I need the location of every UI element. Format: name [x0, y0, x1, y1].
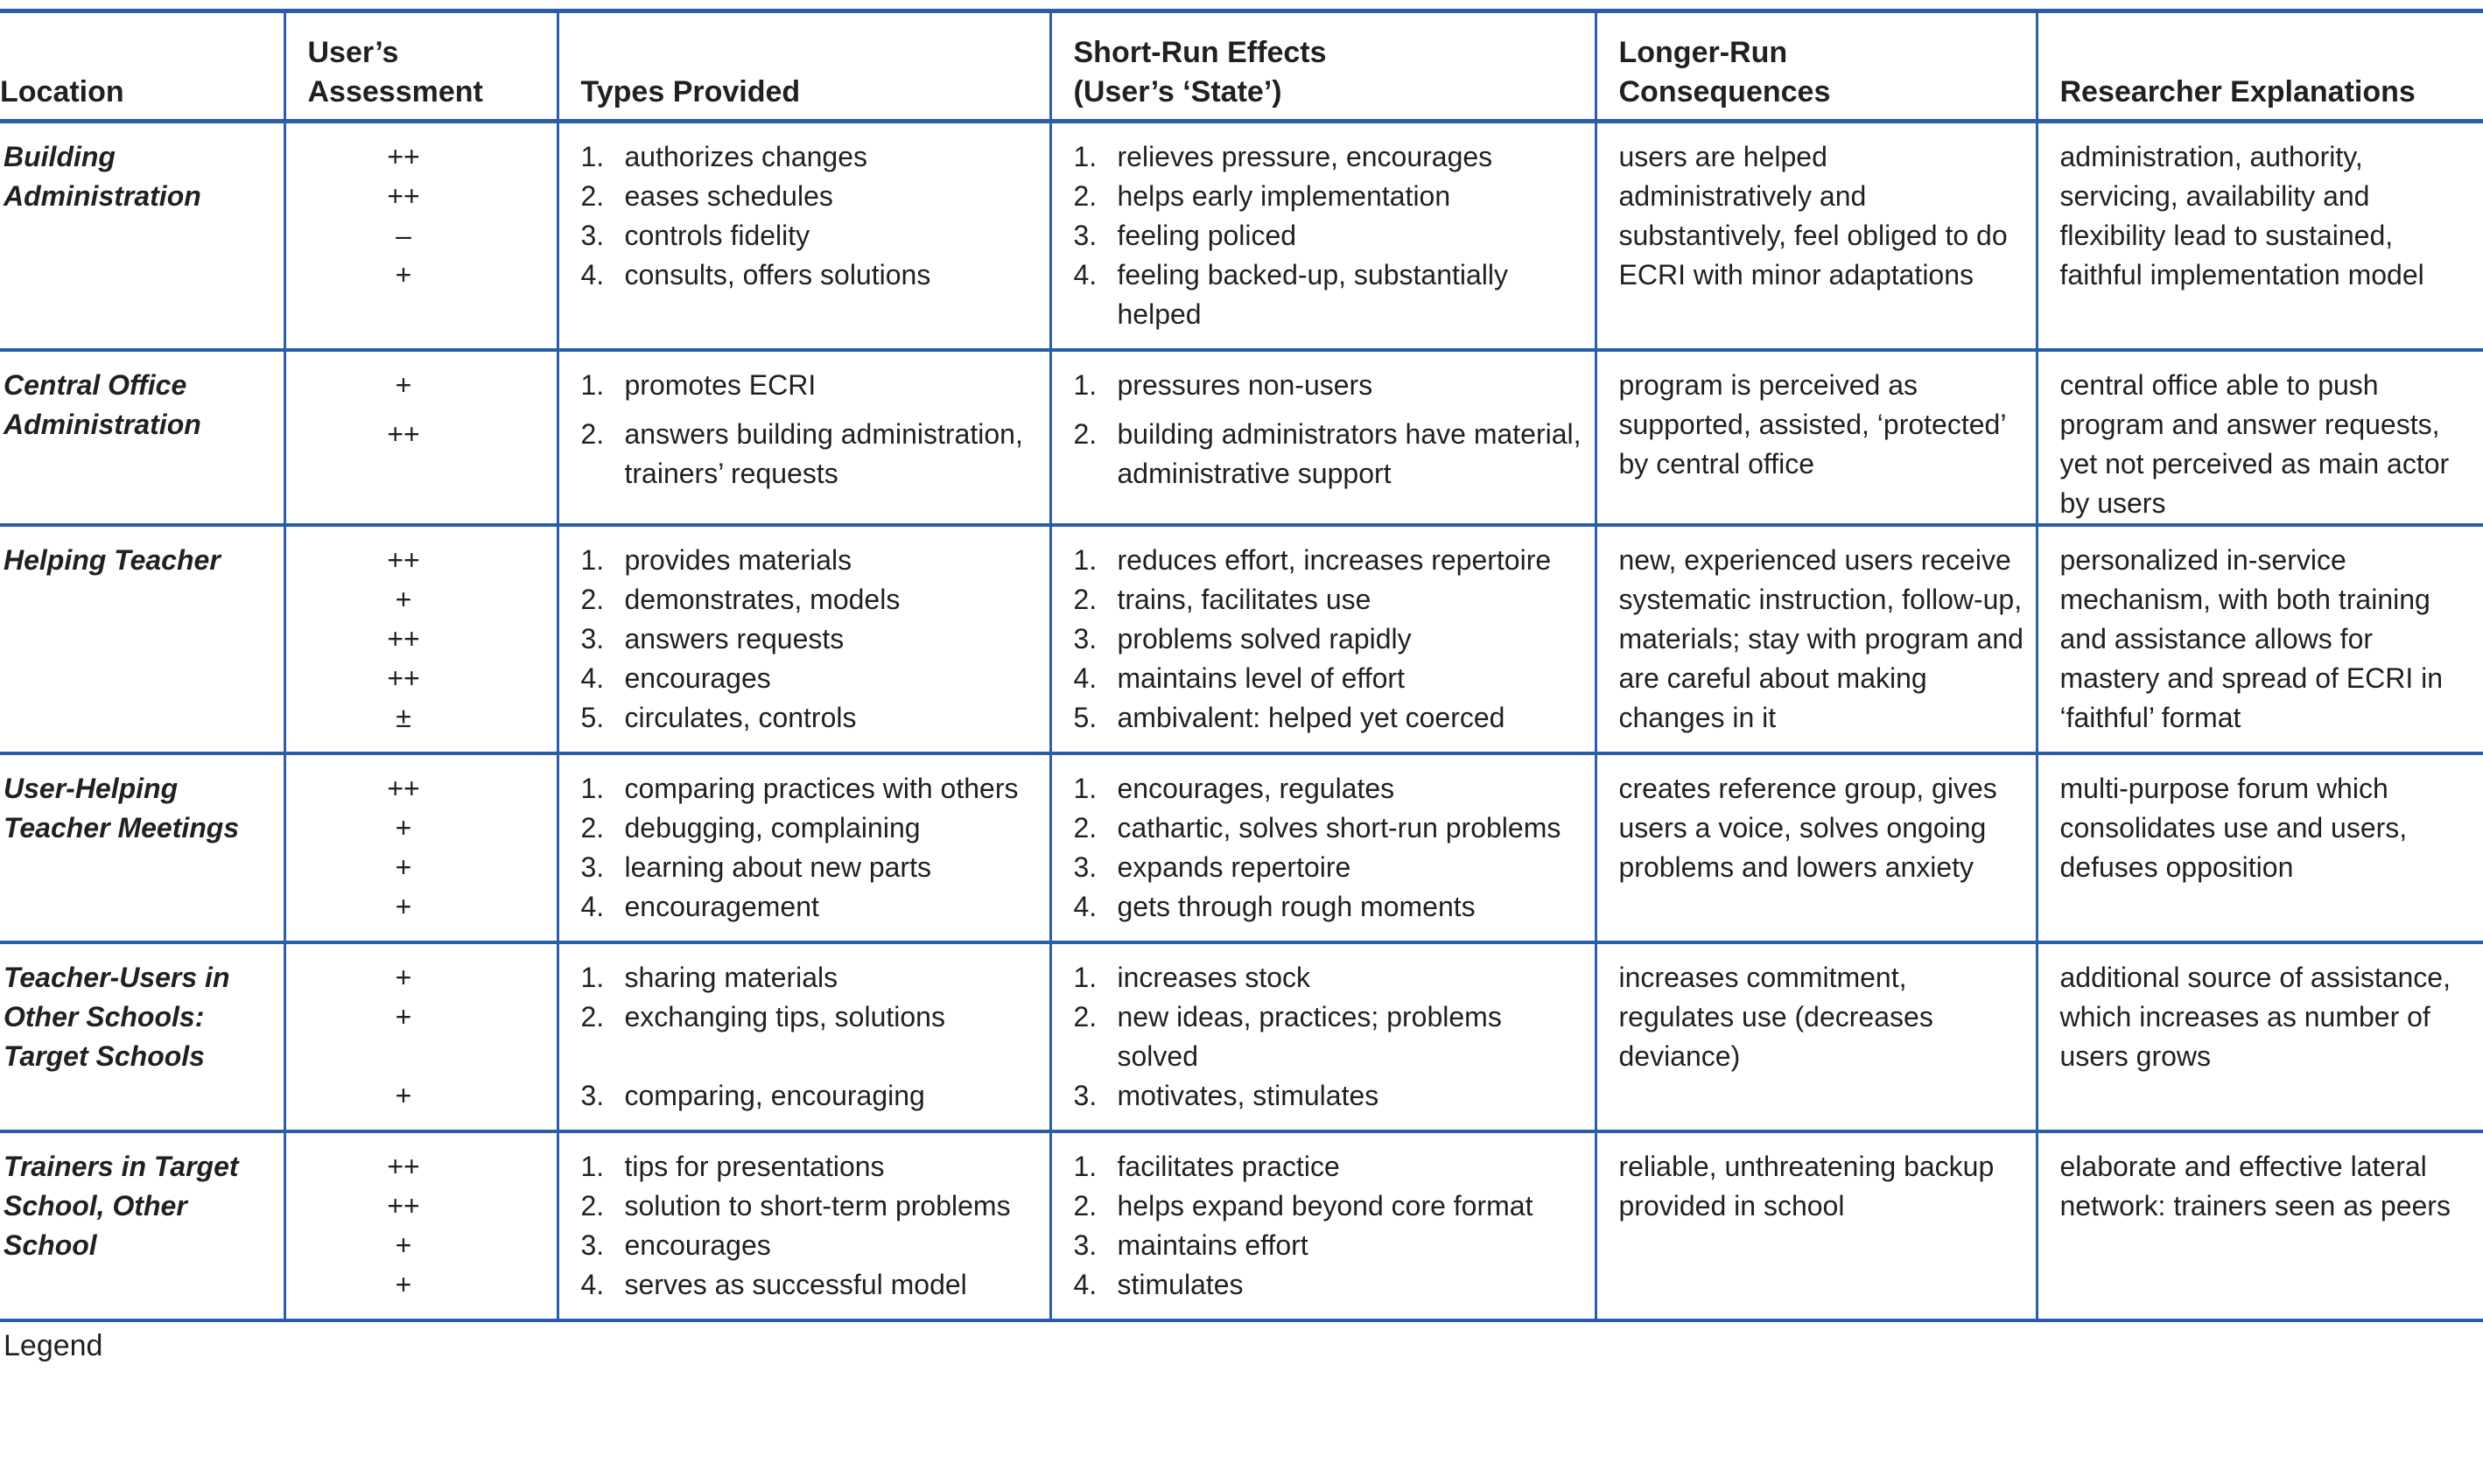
- item-number: 3.: [1073, 220, 1098, 251]
- longer-run-text: increases commitment, regulates use (decreases deviance): [1618, 962, 1933, 1072]
- short-run-effect-cell: [1050, 1076, 1596, 1131]
- item-number: 3.: [580, 1080, 605, 1111]
- header-assessment: User’s Assessment: [284, 11, 558, 122]
- short-run-effect-cell: [1050, 216, 1596, 256]
- item-text: sharing materials: [624, 962, 838, 993]
- type-provided-cell: [558, 1131, 1050, 1186]
- assessment-cell: [284, 753, 558, 808]
- item-text: motivates, stimulates: [1117, 1080, 1379, 1111]
- type-provided-cell: [558, 1265, 1050, 1320]
- researcher-text: administration, authority, servicing, availability and flexibility lead to sustained, faithful implementation model: [2059, 141, 2424, 290]
- item-number: 1.: [580, 773, 605, 804]
- table-row-group: [0, 350, 2483, 525]
- assessment-value: +: [395, 369, 412, 401]
- item-number: 1.: [1073, 773, 1098, 804]
- location-label: Building Administration: [4, 141, 201, 212]
- item-text: pressures non-users: [1117, 369, 1373, 401]
- item-number: 3.: [580, 623, 605, 654]
- researcher-text: central office able to push program and answer requests, yet not perceived as main actor by users: [2059, 369, 2450, 519]
- table-row-group: [0, 122, 2483, 351]
- item-number: 2.: [1073, 1001, 1098, 1032]
- longer-run-cell: [1596, 753, 2037, 942]
- longer-run-text: program is perceived as supported, assisted, ‘protected’ by central office: [1618, 369, 2006, 480]
- item-text: solution to short-term problems: [624, 1190, 1011, 1222]
- assessment-value: +: [395, 962, 412, 993]
- short-run-effect-cell: [1050, 753, 1596, 808]
- item-number: 3.: [1073, 1080, 1098, 1111]
- assessment-value: ++: [387, 417, 420, 450]
- item-number: 1.: [1073, 962, 1098, 993]
- short-run-effect-cell: [1050, 887, 1596, 942]
- longer-run-cell: [1596, 122, 2037, 351]
- table-row: [0, 753, 2483, 808]
- assessment-cell: [284, 122, 558, 178]
- item-text: cathartic, solves short-run problems: [1117, 812, 1561, 844]
- longer-run-cell: [1596, 525, 2037, 753]
- short-run-effect-cell: [1050, 808, 1596, 848]
- item-number: 3.: [580, 1229, 605, 1261]
- longer-run-text: creates reference group, gives users a voice, solves ongoing problems and lowers anxiety: [1618, 773, 1997, 883]
- assessment-value: ±: [396, 702, 411, 733]
- item-number: 1.: [580, 962, 605, 993]
- short-run-effect-cell: [1050, 1265, 1596, 1320]
- researcher-text: additional source of assistance, which increases as number of users grows: [2059, 962, 2451, 1072]
- location-label: Trainers in Target School, Other School: [4, 1151, 239, 1261]
- table-row-group: [0, 942, 2483, 1131]
- item-text: new ideas, practices; problems solved: [1117, 1001, 1502, 1072]
- assessment-cell: [284, 808, 558, 848]
- item-number: 2.: [580, 1001, 605, 1032]
- item-number: 4.: [580, 1269, 605, 1300]
- location-cell: [0, 122, 284, 351]
- longer-run-cell: [1596, 942, 2037, 1131]
- type-provided-cell: [558, 525, 1050, 580]
- item-number: 2.: [1073, 584, 1098, 615]
- assessment-value: ++: [387, 1190, 420, 1222]
- assessment-cell: [284, 1076, 558, 1131]
- assessment-value: +: [395, 1080, 412, 1111]
- assessment-cell: [284, 942, 558, 998]
- type-provided-cell: [558, 1076, 1050, 1131]
- short-run-effect-cell: [1050, 415, 1596, 525]
- header-row: [0, 11, 2483, 122]
- researcher-cell: [2037, 753, 2483, 942]
- assessment-value: ++: [387, 623, 420, 654]
- item-number: 2.: [1073, 180, 1098, 212]
- item-text: authorizes changes: [624, 141, 868, 172]
- item-number: 4.: [1073, 259, 1098, 290]
- item-text: demonstrates, models: [624, 584, 901, 615]
- item-text: encourages, regulates: [1117, 773, 1395, 804]
- item-number: 1.: [1073, 1151, 1098, 1182]
- longer-run-text: users are helped administratively and substantively, feel obliged to do ECRI with minor adaptations: [1618, 141, 2008, 290]
- researcher-text: personalized in-service mechanism, with both training and assistance allows for mastery and spread of ECRI in ‘faithful’ format: [2059, 544, 2444, 733]
- assistance-table: [0, 9, 2483, 1322]
- item-text: answers building administration, trainers’ requests: [624, 417, 1023, 489]
- item-text: helps early implementation: [1117, 180, 1451, 212]
- assessment-value: +: [395, 259, 412, 290]
- longer-run-text: new, experienced users receive systematic instruction, follow-up, materials; stay with program and are careful about making changes in it: [1618, 544, 2024, 733]
- assessment-cell: [284, 580, 558, 620]
- type-provided-cell: [558, 350, 1050, 415]
- table-row: [0, 350, 2483, 415]
- short-run-effect-cell: [1050, 1226, 1596, 1265]
- location-label: User-Helping Teacher Meetings: [4, 773, 240, 844]
- short-run-effect-cell: [1050, 350, 1596, 415]
- item-number: 2.: [580, 180, 605, 212]
- researcher-cell: [2037, 350, 2483, 525]
- item-text: relieves pressure, encourages: [1117, 141, 1493, 172]
- item-text: comparing practices with others: [624, 773, 1019, 804]
- item-number: 4.: [580, 891, 605, 922]
- assessment-value: +: [395, 1229, 412, 1261]
- assessment-value: ++: [387, 544, 420, 576]
- assessment-cell: [284, 698, 558, 753]
- item-text: controls fidelity: [624, 220, 810, 251]
- header-types: Types Provided: [558, 11, 1050, 122]
- item-number: 2.: [1073, 1190, 1098, 1222]
- item-text: trains, facilitates use: [1117, 584, 1371, 615]
- legend-heading: Legend: [4, 1329, 103, 1362]
- item-text: comparing, encouraging: [624, 1080, 925, 1111]
- item-text: increases stock: [1117, 962, 1311, 993]
- short-run-effect-cell: [1050, 580, 1596, 620]
- item-number: 2.: [580, 584, 605, 615]
- item-text: problems solved rapidly: [1117, 623, 1412, 654]
- item-text: maintains level of effort: [1117, 662, 1405, 694]
- item-text: promotes ECRI: [624, 369, 817, 401]
- item-text: learning about new parts: [624, 851, 931, 883]
- item-text: feeling policed: [1117, 220, 1297, 251]
- assessment-value: +: [395, 812, 412, 844]
- assessment-cell: [284, 256, 558, 350]
- type-provided-cell: [558, 1186, 1050, 1226]
- location-cell: [0, 525, 284, 753]
- assessment-cell: [284, 887, 558, 942]
- item-text: facilitates practice: [1117, 1151, 1340, 1182]
- short-run-effect-cell: [1050, 659, 1596, 698]
- short-run-effect-cell: [1050, 620, 1596, 659]
- header-short-run: Short-Run Effects (User’s ‘State’): [1050, 11, 1596, 122]
- item-number: 5.: [580, 702, 605, 733]
- table-row-group: [0, 1131, 2483, 1320]
- assessment-value: ++: [387, 141, 420, 172]
- researcher-cell: [2037, 525, 2483, 753]
- item-number: 3.: [1073, 851, 1098, 883]
- item-text: debugging, complaining: [624, 812, 921, 844]
- location-cell: [0, 350, 284, 525]
- item-number: 2.: [580, 812, 605, 844]
- short-run-effect-cell: [1050, 998, 1596, 1076]
- type-provided-cell: [558, 848, 1050, 887]
- short-run-effect-cell: [1050, 848, 1596, 887]
- location-label: Helping Teacher: [4, 544, 221, 576]
- assessment-cell: [284, 848, 558, 887]
- assessment-value: ++: [387, 180, 420, 212]
- researcher-cell: [2037, 942, 2483, 1131]
- item-text: expands repertoire: [1117, 851, 1351, 883]
- item-text: reduces effort, increases repertoire: [1117, 544, 1552, 576]
- location-cell: [0, 942, 284, 1131]
- item-text: eases schedules: [624, 180, 833, 212]
- item-number: 4.: [1073, 891, 1098, 922]
- assessment-cell: [284, 998, 558, 1076]
- type-provided-cell: [558, 808, 1050, 848]
- location-label: Central Office Administration: [4, 369, 201, 440]
- assessment-cell: [284, 350, 558, 415]
- table-row: [0, 525, 2483, 580]
- item-number: 1.: [580, 369, 605, 401]
- type-provided-cell: [558, 887, 1050, 942]
- assessment-value: ++: [387, 1151, 420, 1182]
- assessment-value: ++: [387, 773, 420, 804]
- type-provided-cell: [558, 698, 1050, 753]
- item-number: 4.: [1073, 662, 1098, 694]
- table-row: [0, 1131, 2483, 1186]
- header-researcher: Researcher Explanations: [2037, 11, 2483, 122]
- item-number: 3.: [580, 851, 605, 883]
- short-run-effect-cell: [1050, 122, 1596, 178]
- item-number: 1.: [580, 1151, 605, 1182]
- assessment-value: +: [395, 584, 412, 615]
- item-number: 2.: [1073, 812, 1098, 844]
- item-number: 4.: [580, 662, 605, 694]
- researcher-text: multi-purpose forum which consolidates use and users, defuses opposition: [2059, 773, 2408, 883]
- type-provided-cell: [558, 216, 1050, 256]
- item-text: building administrators have material, administrative support: [1117, 417, 1582, 489]
- assessment-cell: [284, 1131, 558, 1186]
- longer-run-text: reliable, unthreatening backup provided in school: [1618, 1151, 1995, 1222]
- item-text: encouragement: [624, 891, 819, 922]
- item-number: 5.: [1073, 702, 1098, 733]
- item-text: helps expand beyond core format: [1117, 1190, 1533, 1222]
- item-number: 4.: [580, 259, 605, 290]
- type-provided-cell: [558, 580, 1050, 620]
- researcher-cell: [2037, 1131, 2483, 1320]
- assessment-value: +: [395, 1001, 412, 1032]
- item-number: 1.: [580, 544, 605, 576]
- type-provided-cell: [558, 659, 1050, 698]
- type-provided-cell: [558, 415, 1050, 525]
- item-text: encourages: [624, 1229, 771, 1261]
- type-provided-cell: [558, 942, 1050, 998]
- assessment-value: –: [396, 220, 411, 251]
- item-text: feeling backed-up, substantially helped: [1117, 259, 1508, 330]
- assessment-value: ++: [387, 662, 420, 694]
- item-number: 1.: [1073, 141, 1098, 172]
- table-row-group: [0, 753, 2483, 942]
- assessment-value: +: [395, 851, 412, 883]
- item-text: stimulates: [1117, 1269, 1244, 1300]
- item-number: 1.: [1073, 369, 1098, 401]
- short-run-effect-cell: [1050, 1131, 1596, 1186]
- table-row: [0, 122, 2483, 178]
- item-text: tips for presentations: [624, 1151, 885, 1182]
- item-number: 2.: [580, 417, 605, 450]
- item-text: serves as successful model: [624, 1269, 967, 1300]
- short-run-effect-cell: [1050, 256, 1596, 350]
- location-cell: [0, 753, 284, 942]
- item-number: 2.: [1073, 417, 1098, 450]
- item-number: 2.: [580, 1190, 605, 1222]
- assessment-cell: [284, 659, 558, 698]
- header-location: Location: [0, 75, 124, 108]
- item-number: 3.: [580, 220, 605, 251]
- item-number: 1.: [580, 141, 605, 172]
- short-run-effect-cell: [1050, 525, 1596, 580]
- longer-run-cell: [1596, 350, 2037, 525]
- item-text: maintains effort: [1117, 1229, 1308, 1261]
- type-provided-cell: [558, 1226, 1050, 1265]
- assessment-cell: [284, 620, 558, 659]
- type-provided-cell: [558, 620, 1050, 659]
- type-provided-cell: [558, 122, 1050, 178]
- item-text: encourages: [624, 662, 771, 694]
- item-text: exchanging tips, solutions: [624, 1001, 945, 1032]
- item-text: answers requests: [624, 623, 845, 654]
- assessment-cell: [284, 1186, 558, 1226]
- item-number: 3.: [1073, 1229, 1098, 1261]
- assessment-cell: [284, 216, 558, 256]
- short-run-effect-cell: [1050, 942, 1596, 998]
- longer-run-cell: [1596, 1131, 2037, 1320]
- type-provided-cell: [558, 753, 1050, 808]
- header-longer-run: Longer-Run Consequences: [1596, 11, 2037, 122]
- assessment-cell: [284, 177, 558, 216]
- item-text: provides materials: [624, 544, 852, 576]
- assessment-value: +: [395, 891, 412, 922]
- type-provided-cell: [558, 998, 1050, 1076]
- short-run-effect-cell: [1050, 177, 1596, 216]
- item-text: consults, offers solutions: [624, 259, 931, 290]
- item-text: gets through rough moments: [1117, 891, 1476, 922]
- item-number: 1.: [1073, 544, 1098, 576]
- item-text: ambivalent: helped yet coerced: [1117, 702, 1505, 733]
- location-label: Teacher-Users in Other Schools: Target Schools: [4, 962, 230, 1072]
- table-row: [0, 942, 2483, 998]
- assessment-cell: [284, 1265, 558, 1320]
- item-number: 4.: [1073, 1269, 1098, 1300]
- location-cell: [0, 1131, 284, 1320]
- type-provided-cell: [558, 177, 1050, 216]
- assessment-value: +: [395, 1269, 412, 1300]
- item-text: circulates, controls: [624, 702, 857, 733]
- assessment-cell: [284, 1226, 558, 1265]
- researcher-text: elaborate and effective lateral network: trainers seen as peers: [2059, 1151, 2451, 1222]
- short-run-effect-cell: [1050, 1186, 1596, 1226]
- researcher-cell: [2037, 122, 2483, 351]
- type-provided-cell: [558, 256, 1050, 350]
- assessment-cell: [284, 415, 558, 525]
- short-run-effect-cell: [1050, 698, 1596, 753]
- assessment-cell: [284, 525, 558, 580]
- table-row-group: [0, 525, 2483, 753]
- item-number: 3.: [1073, 623, 1098, 654]
